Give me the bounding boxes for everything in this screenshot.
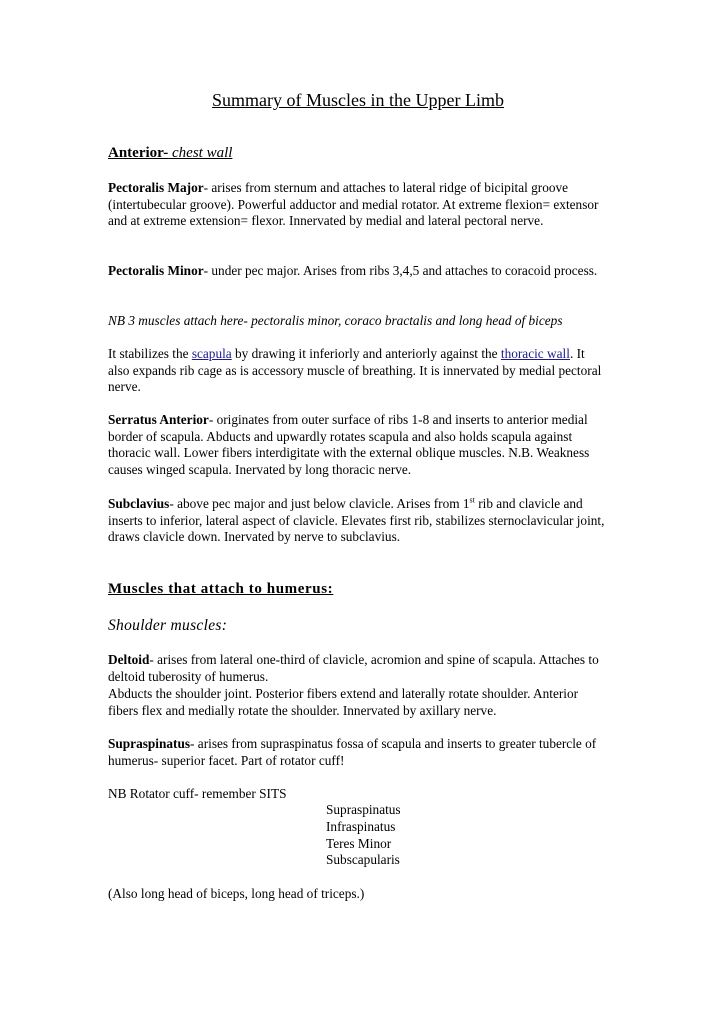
subclavius-paragraph: Subclavius- above pec major and just below clavicle. Arises from 1st rib and clavicle and inserts to inferior, lateral aspect of clavicle. Elevates first rib, stabilizes sternoclavicular joint, draws clavicle down. Inervated by nerve to subclavius. xyxy=(108,495,605,545)
shoulder-heading: Shoulder muscles: xyxy=(108,617,228,634)
muscle-name: Subclavius xyxy=(108,496,170,511)
muscle-name: Deltoid xyxy=(108,652,150,667)
muscle-name: Pectoralis Major xyxy=(108,180,204,195)
pectoralis-major-paragraph: Pectoralis Major- arises from sternum and attaches to lateral ridge of bicipital groove (intertubecular groove). Powerful adductor and medial rotator. At extreme flexion= extensor and at extreme extension= flexor. Innervated by medial and lateral pectoral nerve. xyxy=(108,180,599,229)
also-note: (Also long head of biceps, long head of triceps.) xyxy=(108,886,365,901)
humerus-heading: Muscles that attach to humerus: xyxy=(108,581,334,597)
stabilizes-paragraph: It stabilizes the scapula by drawing it inferiorly and anteriorly against the thoracic wall. It also expands rib cage as is accessory muscle of breathing. It is innervated by medial pectoral nerve. xyxy=(108,346,602,395)
thoracic-wall-link[interactable]: thoracic wall xyxy=(500,346,570,361)
muscle-name: Supraspinatus xyxy=(108,736,191,751)
anterior-heading: Anterior- chest wall xyxy=(108,145,233,161)
rotator-cuff-item: Teres Minor xyxy=(326,836,392,851)
pectoralis-minor-paragraph: Pectoralis Minor- under pec major. Arises from ribs 3,4,5 and attaches to coracoid process. xyxy=(108,263,598,278)
nb-note: NB 3 muscles attach here- pectoralis minor, coraco bractalis and long head of biceps xyxy=(108,313,563,328)
rotator-cuff-item: Infraspinatus xyxy=(326,819,396,834)
scapula-link[interactable]: scapula xyxy=(191,346,232,361)
page-title: Summary of Muscles in the Upper Limb xyxy=(212,90,504,110)
rotator-cuff-item: Supraspinatus xyxy=(326,802,401,817)
deltoid-paragraph: Deltoid- arises from lateral one-third of clavicle, acromion and spine of scapula. Attaches to deltoid tuberosity of humerus. xyxy=(108,652,599,684)
deltoid-action-paragraph: Abducts the shoulder joint. Posterior fibers extend and laterally rotate shoulder. Anterior fibers flex and medially rotate the shoulder. Innervated by axillary nerve. xyxy=(108,686,579,718)
rotator-cuff-item: Subscapularis xyxy=(326,852,400,867)
rotator-cuff-label: NB Rotator cuff- remember SITS xyxy=(108,786,287,801)
muscle-name: Pectoralis Minor xyxy=(108,263,204,278)
serratus-anterior-paragraph: Serratus Anterior- originates from outer surface of ribs 1-8 and inserts to anterior medial border of scapula. Abducts and upwardly rotates scapula and also holds scapula against thoracic wall. Lower fibers interdigitate with the external oblique muscles. N.B. Weakness causes winged scapula. Inervated by long thoracic nerve. xyxy=(108,412,590,478)
supraspinatus-paragraph: Supraspinatus- arises from supraspinatus fossa of scapula and inserts to greater tubercle of humerus- superior facet. Part of rotator cuff! xyxy=(108,736,597,768)
muscle-name: Serratus Anterior xyxy=(108,412,209,427)
